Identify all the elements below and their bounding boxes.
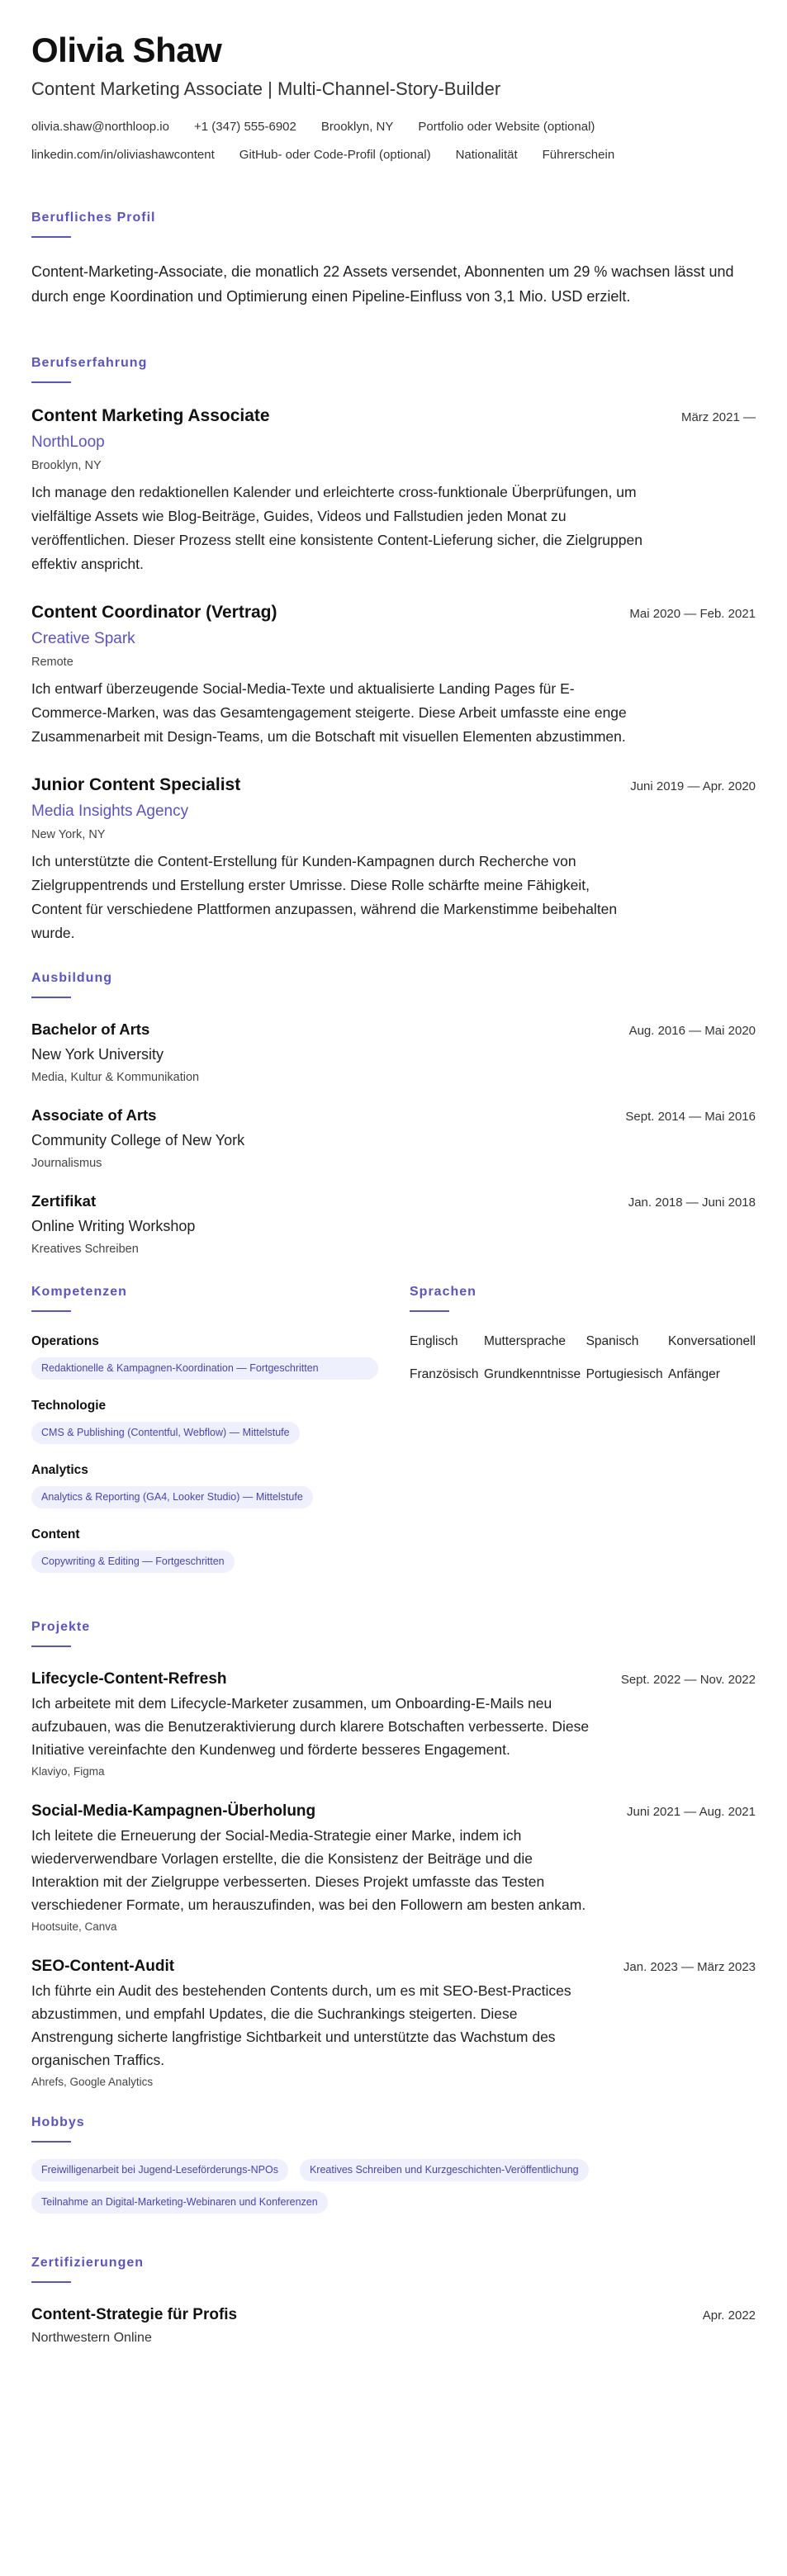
section-divider [31, 381, 71, 383]
section-divider [31, 1646, 71, 1647]
job-description: Ich entwarf überzeugende Social-Media-Texte und aktualisierte Landing Pages für E-Commerce-Marken, was das Gesamtengagement steigerte. Diese Arbeit umfasste eine enge Zusammenarbeit mit Design-Teams, um die Botschaft mit visuellen Elementen abzustimmen. [31, 680, 627, 745]
section-divider [31, 997, 71, 998]
skill-group [31, 1398, 378, 1444]
job-title: Content Coordinator (Vertrag) [31, 603, 277, 622]
education-field: Media, Kultur & Kommunikation [31, 1071, 200, 1084]
section-title: Projekte [31, 1620, 91, 1634]
candidate-name: Olivia Shaw [31, 31, 222, 69]
skill-category: Analytics [31, 1463, 88, 1477]
education-entry [31, 1020, 756, 1086]
project-date: Jan. 2023 — März 2023 [623, 1960, 756, 1974]
skill-category: Content [31, 1527, 80, 1541]
education-degree: Zertifikat [31, 1192, 97, 1210]
job-location: Remote [31, 656, 73, 669]
education-degree: Associate of Arts [31, 1106, 157, 1124]
job-location: Brooklyn, NY [31, 459, 102, 472]
language-name: Spanisch [586, 1334, 639, 1348]
hobby-list [31, 2159, 756, 2214]
section-title: Kompetenzen [31, 1285, 127, 1299]
skill-category: Technologie [31, 1399, 107, 1413]
job-description: Ich unterstützte die Content-Erstellung für Kunden-Kampagnen durch Recherche von Zielgruppentrends und Erstellung erster Umrisse. Diese Rolle schärfte meine Fähigkeit, Content für verschiedene Plattformen anzupassen, während die Markenstimme beibehalten wurde. [31, 853, 618, 941]
language-level: Konversationell [668, 1334, 756, 1348]
education-school: New York University [31, 1046, 164, 1063]
project-date: Juni 2021 — Aug. 2021 [627, 1805, 756, 1819]
job-date: Mai 2020 — Feb. 2021 [629, 607, 756, 621]
job-company: Media Insights Agency [31, 803, 189, 820]
education-entry [31, 1191, 756, 1257]
project-description: Ich führte ein Audit des bestehenden Contents durch, um es mit SEO-Best-Practices abzustimmen, und empfahl Updates, die die Suchrankings steigerten. Diese Anstrengung sicherte langfristige Sichtbarkeit und unterstützte das Wachstum des organischen Traffics. [31, 1982, 571, 2068]
section-certifications [31, 2255, 756, 2347]
section-title: Berufliches Profil [31, 211, 156, 225]
education-school: Community College of New York [31, 1132, 245, 1148]
job-company: Creative Spark [31, 630, 135, 647]
education-school: Online Writing Workshop [31, 1218, 196, 1234]
job-entry [31, 405, 756, 576]
skill-chip: Redaktionelle & Kampagnen-Koordination — Fortgeschritten [31, 1357, 378, 1380]
contact-nationality: Nationalität [455, 148, 518, 162]
education-date: Aug. 2016 — Mai 2020 [628, 1024, 756, 1038]
skills-languages-row [31, 1284, 756, 1591]
contact-email[interactable]: olivia.shaw@northloop.io [31, 120, 169, 134]
project-date: Sept. 2022 — Nov. 2022 [620, 1673, 756, 1687]
section-title: Ausbildung [31, 971, 112, 985]
section-divider [31, 2141, 71, 2143]
language-name: Portugiesisch [586, 1367, 663, 1381]
project-tools: Hootsuite, Canva [31, 1920, 117, 1933]
skill-chip: CMS & Publishing (Contentful, Webflow) — Mittelstufe [31, 1422, 300, 1444]
section-title: Zertifizierungen [31, 2256, 145, 2270]
project-tools: Ahrefs, Google Analytics [31, 2076, 154, 2088]
skill-chip: Analytics & Reporting (GA4, Looker Studio) — Mittelstufe [31, 1486, 313, 1508]
section-education [31, 970, 756, 1257]
language-level: Anfänger [668, 1367, 720, 1381]
project-description: Ich leitete die Erneuerung der Social-Media-Strategie einer Marke, indem ich wiederverwendbare Vorlagen erstellte, die die Konsistenz der Beiträge und die Interaktion mit der Zielgruppe verbesserten. Dieses Projekt umfasste das Testen verschiedener Formate, um herauszufinden, was bei den Followern am besten ankam. [31, 1827, 586, 1913]
section-divider [31, 236, 71, 238]
education-date: Jan. 2018 — Juni 2018 [628, 1196, 756, 1210]
section-divider [31, 1310, 71, 1312]
job-entry [31, 774, 756, 945]
language-list [410, 1333, 756, 1383]
section-divider [410, 1310, 449, 1312]
section-hobbies [31, 2114, 756, 2214]
certification-date: Apr. 2022 [702, 2308, 756, 2323]
project-description: Ich arbeitete mit dem Lifecycle-Marketer zusammen, um Onboarding-E-Mails neu aufzubauen, was die Benutzeraktivierung durch klarere Botschaften verbesserte. Diese Initiative vereinfachte den Kundenweg und förderte besseres Engagement. [31, 1695, 590, 1758]
certification-issuer: Northwestern Online [31, 2331, 152, 2345]
skill-category: Operations [31, 1334, 99, 1348]
section-experience [31, 355, 756, 945]
hobby-chip: Teilnahme an Digital-Marketing-Webinaren und Konferenzen [31, 2191, 328, 2214]
hobby-chip: Freiwilligenarbeit bei Jugend-Leseförderungs-NPOs [31, 2159, 288, 2181]
education-date: Sept. 2014 — Mai 2016 [625, 1110, 756, 1124]
education-degree: Bachelor of Arts [31, 1020, 150, 1038]
section-languages [410, 1284, 756, 1591]
contact-linkedin[interactable]: linkedin.com/in/oliviashawcontent [31, 148, 215, 162]
project-title: SEO-Content-Audit [31, 1958, 175, 1975]
project-entry [31, 1801, 756, 1934]
certification-entry [31, 2304, 756, 2347]
certification-title: Content-Strategie für Profis [31, 2306, 238, 2323]
job-title: Junior Content Specialist [31, 775, 241, 794]
contact-phone[interactable]: +1 (347) 555-6902 [194, 120, 296, 134]
section-title: Sprachen [410, 1285, 476, 1299]
profile-text: Content-Marketing-Associate, die monatlich 22 Assets versendet, Abonnenten um 29 % wachsen lässt und durch enge Koordination und Optimierung einen Pipeline-Einfluss von 3,1 Mio. USD erzielt. [31, 263, 734, 305]
section-divider [31, 2281, 71, 2283]
contact-license: Führerschein [542, 148, 615, 162]
education-entry [31, 1106, 756, 1172]
job-company: NorthLoop [31, 433, 105, 451]
project-tools: Klaviyo, Figma [31, 1765, 105, 1778]
language-name: Französisch [410, 1367, 479, 1381]
education-field: Journalismus [31, 1157, 102, 1170]
job-date: Juni 2019 — Apr. 2020 [630, 779, 756, 793]
skill-group [31, 1527, 378, 1573]
job-description: Ich manage den redaktionellen Kalender und erleichterte cross-funktionale Überprüfungen, um vielfältige Assets wie Blog-Beiträge, Guides, Videos und Fallstudien jeden Monat zu veröffentlichen. Dieser Prozess stellt eine konsistente Content-Lieferung sicher, die Zielgruppen effektiv anspricht. [31, 484, 642, 572]
hobby-chip: Kreatives Schreiben und Kurzgeschichten-Veröffentlichung [300, 2159, 589, 2181]
skill-chip: Copywriting & Editing — Fortgeschritten [31, 1551, 235, 1573]
job-location: New York, NY [31, 828, 106, 841]
section-projects [31, 1619, 756, 2090]
project-entry [31, 1669, 756, 1779]
job-date: März 2021 — [680, 410, 756, 424]
contact-portfolio[interactable]: Portfolio oder Website (optional) [418, 120, 595, 134]
contact-location: Brooklyn, NY [320, 120, 394, 134]
section-profile [31, 210, 756, 309]
candidate-headline: Content Marketing Associate | Multi-Channel-Story-Builder [31, 78, 501, 99]
resume-header [31, 30, 756, 163]
section-title: Hobbys [31, 2115, 85, 2129]
education-field: Kreatives Schreiben [31, 1243, 139, 1256]
language-name: Englisch [410, 1334, 458, 1348]
skill-group [31, 1462, 378, 1508]
skill-group [31, 1333, 378, 1380]
language-level: Grundkenntnisse [483, 1367, 581, 1381]
job-entry [31, 601, 756, 749]
language-level: Muttersprache [483, 1334, 567, 1348]
contact-github[interactable]: GitHub- oder Code-Profil (optional) [239, 148, 431, 162]
section-skills [31, 1284, 378, 1591]
project-title: Lifecycle-Content-Refresh [31, 1670, 227, 1688]
job-title: Content Marketing Associate [31, 406, 270, 425]
contact-list [31, 119, 756, 163]
project-entry [31, 1956, 756, 2090]
section-title: Berufserfahrung [31, 356, 148, 370]
project-title: Social-Media-Kampagnen-Überholung [31, 1802, 316, 1820]
